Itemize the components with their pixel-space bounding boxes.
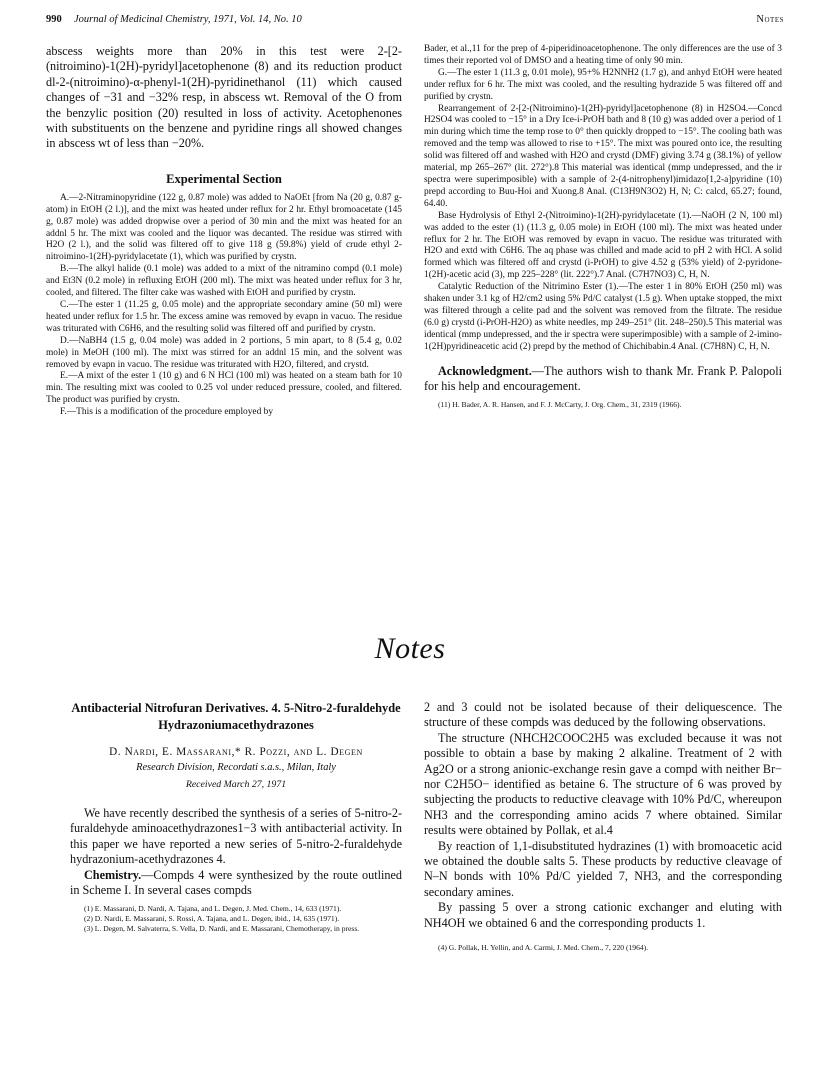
footnote-4: (4) G. Pollak, H. Yellin, and A. Carmi, J. Med. Chem., 7, 220 (1964). — [438, 943, 649, 953]
structure-paragraph: The structure (NHCH2COOC2H5 was excluded because it was not possible to obtain a base by making 2 alkaline. Treatment of 2 with Ag2O or a strong anionic-exchange resin gave a compd with neither Br− nor C2H5O− identified as betaine 6. The structure of 6 was proved by subjecting the products to reductive cleavage with 10% Pd/C, whereupon NH3 and the corresponding amino acids 7 where obtained. Similar results were obtained by Pollak, et al.4 — [424, 730, 782, 838]
top-right-column — [424, 44, 782, 410]
running-header — [46, 14, 784, 28]
journal-citation: Journal of Medicinal Chemistry, 1971, Vol. 14, No. 10 — [74, 14, 302, 25]
procedure-e: E.—A mixt of the ester 1 (10 g) and 6 N HCl (100 ml) was heated on a steam bath for 10 min. The resulting mixt was cooled to 0.25 vol under reduced pressure, cooled, and filtered. The product was purified by crystn. — [46, 371, 402, 406]
footnote-2: (2) D. Nardi, E. Massarani, S. Rossi, A. Tajana, and L. Degen, ibid., 14, 635 (1971). — [84, 914, 340, 924]
received-date: Received March 27, 1971 — [185, 779, 287, 790]
experimental-section-heading: Experimental Section — [166, 171, 282, 186]
procedure-f: F.—This is a modification of the procedure employed by — [60, 407, 274, 418]
bottom-right-column — [424, 700, 782, 953]
footnote-1: (1) E. Massarani, D. Nardi, A. Tajana, and L. Degen, J. Med. Chem., 14, 633 (1971). — [84, 904, 342, 914]
article-authors: D. Nardi, E. Massarani,* R. Pozzi, and L. Degen — [109, 746, 363, 758]
intro-paragraph: We have recently described the synthesis of a series of 5-nitro-2-furaldehyde aminoacethydrazones1−3 with antibacterial activity. In this paper we have reported a new series of 5-nitro-2-furaldehyde hydrazonium-acethydrazones 4. — [70, 806, 402, 867]
top-left-column — [46, 44, 402, 419]
procedure-a: A.—2-Nitraminopyridine (122 g, 0.87 mole) was added to NaOEt [from Na (20 g, 0.87 g-atom) in EtOH (2 l.)], and the mixt was heated under reflux for 2 hr. Ethyl bromoacetate (145 g, 0.87 mole) was added dropwise over a period of 30 min and the mixt was heated for an addnl 5 hr. The mixt was cooled and the liquor was decanted. The residue was stirred with H2O (2 l.), and the solid was filtered off to give 118 g (59.8%) yield of crude ethyl 2-nitroimino-1(2H)-pyridylacetate (1), which was purified by crystn. — [46, 192, 402, 263]
discussion-paragraph: abscess weights more than 20% in this test were 2-[2-(nitroimino)-1(2H)-pyridyl]acetophenone (8) and its reduction product dl-2-(nitroimino)-α-phenyl-1(2H)-pyridinethanol (11) which caused changes of −31 and −32% resp, in abscess wt. Removal of the O from the benzylic position (20) resulted in loss of activity. Acetophenones with substituents on the benzene and pyridine rings all showed changes in abscess wt of less than −20%. — [46, 44, 402, 151]
section-label: Notes — [756, 14, 784, 25]
hydrazine-paragraph: By reaction of 1,1-disubstituted hydrazines (1) with bromoacetic acid we obtained the double salts 5. These products by reductive cleavage of N–N bonds with 10% Pd/C yielded 7, NH3, and the corresponding secondary amines. — [424, 838, 782, 899]
notes-heading: Notes — [374, 632, 446, 665]
exchanger-paragraph: By passing 5 over a strong cationic exchanger and eluting with NH4OH we obtained 6 and the corresponding products 1. — [424, 900, 782, 930]
footnote-11: (11) H. Bader, A. R. Hansen, and F. J. McCarty, J. Org. Chem., 31, 2319 (1966). — [438, 400, 682, 410]
procedure-b: B.—The alkyl halide (0.1 mole) was added to a mixt of the nitramino compd (0.1 mole) and Et3N (0.2 mole) in refluxing EtOH (200 ml). The mixt was heated under reflux for 3 hr, cooled, and filtered. The filter cake was washed with EtOH and purified by crystn. — [46, 264, 402, 299]
deliquescence-paragraph: 2 and 3 could not be isolated because of their deliquescence. The structure of these compds was deduced by the following observations. — [424, 700, 782, 730]
article-title: Antibacterial Nitrofuran Derivatives. 4. 5-Nitro-2-furaldehyde Hydrazoniumacethydrazones — [71, 701, 401, 732]
procedure-c: C.—The ester 1 (11.25 g, 0.05 mole) and the appropriate secondary amine (50 ml) were heated under reflux for 1.5 hr. The excess amine was removed by evapn in vacuo. The residue was triturated with C6H6, and the resulting solid was filtered off and purified by crystn. — [46, 300, 402, 334]
acknowledgment-text: —The authors wish to thank Mr. Frank P. Palopoli for his help and encouragement. — [424, 363, 782, 393]
chemistry-label: Chemistry. — [84, 867, 142, 882]
procedure-d: D.—NaBH4 (1.5 g, 0.04 mole) was added in 2 portions, 5 min apart, to 8 (5.4 g, 0.02 mole) in MeOH (100 ml). The mixt was stirred for an addnl 15 min, and the solvent was removed by evapn in vacuo. The residue was triturated with H2O, filtered, and crystd. — [46, 335, 402, 370]
rearrangement-paragraph: Rearrangement of 2-[2-(Nitroimino)-1(2H)-pyridyl]acetophenone (8) in H2SO4.—Concd H2SO4 was cooled to −15° in a Dry Ice-i-PrOH bath and 8 (10 g) was added over a period of 1 min during which time the temp rose to 0° then quickly dropped to −15°. The cooling bath was removed and the temp was allowed to rise to +15°. The mixt was poured onto ice, the resulting solid was filtered off and washed with H2O and crystd (DMF) giving 3.74 g (38.1%) of yellow material, mp 265–267° (lit. 272°).8 This material was identical (mmp undepressed, and the ir spectra were superimposible) with a sample of 2-(4-nitrophenyl)imidazo[1,2-a]pyridine (10) prepd according to Buu-Hoi and Xuong.8 Anal. (C13H9N3O2) H, N; C: calcd, 65.27; found, 64.40. — [424, 103, 782, 209]
article-affiliation: Research Division, Recordati s.a.s., Milan, Italy — [136, 762, 336, 773]
acknowledgment-label: Acknowledgment. — [438, 363, 532, 378]
page-number: 990 — [46, 14, 62, 25]
chemistry-text: —Compds 4 were synthesized by the route outlined in Scheme I. In several cases compds — [70, 867, 402, 898]
chemistry-paragraph — [70, 868, 402, 899]
procedure-g: G.—The ester 1 (11.3 g, 0.01 mole), 95+% H2NNH2 (1.7 g), and anhyd EtOH were heated under reflux for 6 hr. The mixt was cooled, and the resulting hydrazide 5 was filtered off and purified by crystn. — [424, 67, 782, 102]
base-hydrolysis-paragraph: Base Hydrolysis of Ethyl 2-(Nitroimino)-1(2H)-pyridylacetate (1).—NaOH (2 N, 100 ml) was added to the ester (1) (11.3 g, 0.05 mole) in EtOH (100 ml). The mixt was heated under reflux for 2 hr. The EtOH was removed by evapn in vacuo. The residue was triturated with H2O and extd with C6H6. The aq phase was chilled and made acid to pH 2 with HCl. A solid formed which was filtered off and crystd (i-PrOH) to give 4.52 g (53% yield) of 2-pyridone-1(2H)-acetic acid (3), mp 225–228° (lit. 222°).7 Anal. (C7H7NO3) C, H, N. — [424, 210, 782, 281]
procedure-f-continued: Bader, et al.,11 for the prep of 4-piperidinoacetophenone. The only differences are the use of 3 times their reported vol of DMSO and a heating time of only 90 min. — [424, 44, 782, 66]
footnote-3: (3) L. Degen, M. Salvaterra, S. Vella, D. Nardi, and E. Massarani, Chemotherapy, in press. — [84, 924, 360, 934]
acknowledgment — [424, 364, 782, 395]
catalytic-reduction-paragraph: Catalytic Reduction of the Nitrimino Ester (1).—The ester 1 in 80% EtOH (250 ml) was shaken under 3.1 kg of H2/cm2 using 5% Pd/C catalyst (1.5 g). When uptake stopped, the mixt was filtered through a celite pad and the solvent was removed from the filtrate. The residue (6.0 g) crystd (i-PrOH-H2O) as white needles, mp 249–251° (lit. 248–250).5 This material was identical (mmp undepressed, and the ir spectra were superimposible) with a sample of 2-imino-1(2H)pyridineacetic acid (2) prepd by the method of Chichibabin.4 Anal. (C7H8N) C, H, N. — [424, 282, 782, 352]
bottom-left-column — [70, 700, 402, 934]
